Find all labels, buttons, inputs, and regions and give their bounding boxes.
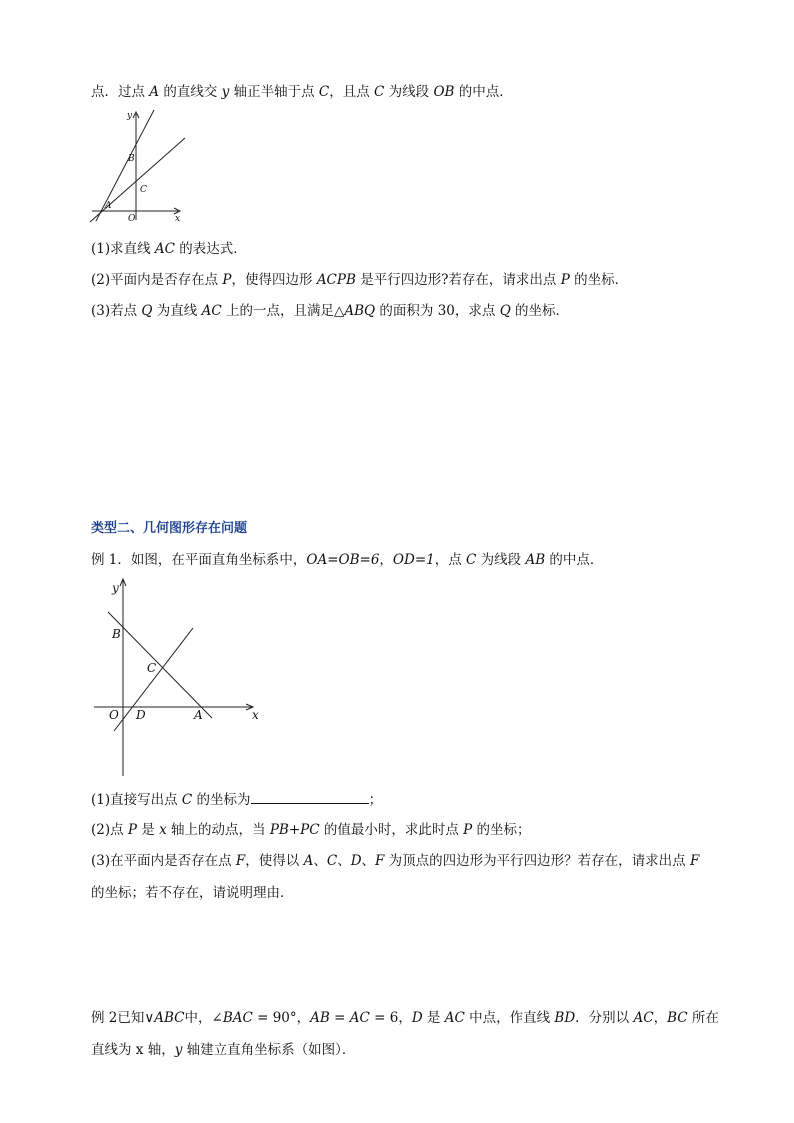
var: P xyxy=(463,822,473,838)
var: P xyxy=(127,822,138,838)
label-y: y xyxy=(127,111,133,121)
var: C xyxy=(326,853,338,869)
text-part: 、 xyxy=(337,853,351,869)
text-part: (1)直接写出点 xyxy=(91,792,182,808)
var: BD xyxy=(554,1010,576,1026)
text-part: 、 xyxy=(313,853,327,869)
text-part: 是 xyxy=(422,1010,445,1026)
var-a: A xyxy=(149,84,160,100)
var: AC xyxy=(154,241,176,257)
var: PB+PC xyxy=(269,822,320,838)
text-part: 的坐标为 xyxy=(192,792,251,808)
var: y xyxy=(174,1042,183,1058)
var: C xyxy=(181,792,193,808)
text-part: = 6 xyxy=(369,1010,399,1026)
var: AC xyxy=(633,1010,654,1026)
var: F xyxy=(689,853,700,869)
question-2-2 xyxy=(91,821,531,839)
label-o: O xyxy=(128,214,136,224)
text-part: (2)平面内是否存在点 xyxy=(91,272,223,288)
var: A xyxy=(303,853,314,869)
var: ACPB xyxy=(316,272,356,288)
question-2-1 xyxy=(91,790,382,809)
label-c: C xyxy=(140,185,147,195)
text-part: 例 1．如图，在平面直角坐标系中， xyxy=(91,552,307,568)
line-ab xyxy=(108,612,212,718)
text-part: 的中点． xyxy=(545,552,604,568)
text-part: ， xyxy=(653,1010,668,1026)
var: AC xyxy=(349,1010,370,1026)
question-1-2 xyxy=(91,271,628,289)
var-c: C xyxy=(318,84,330,100)
var: D xyxy=(350,853,362,869)
question-1-1 xyxy=(91,240,247,258)
label-b: B xyxy=(112,627,121,641)
section-heading: 类型二、几何图形存在问题 xyxy=(91,521,248,536)
var-c: C xyxy=(374,84,385,100)
var: ABQ xyxy=(344,303,376,319)
var: AC xyxy=(201,303,222,319)
equation: OA=OB=6 xyxy=(306,552,380,568)
text-part: ，使得以 xyxy=(245,853,304,869)
var: D xyxy=(411,1010,423,1026)
text-part: (3)在平面内是否存在点 xyxy=(91,853,236,869)
text-part: ，点 xyxy=(434,552,467,568)
text-part: 的表达式． xyxy=(175,241,247,257)
var: C xyxy=(466,552,477,568)
var: P xyxy=(222,272,232,288)
text-part: 为直线 xyxy=(152,303,202,319)
label-x: x xyxy=(175,214,181,224)
figure-2 xyxy=(90,576,270,781)
var: Q xyxy=(141,303,153,319)
text-part: = xyxy=(329,1010,350,1026)
text-part: 中点，作直线 xyxy=(464,1010,555,1026)
text-part: ， xyxy=(398,1010,412,1026)
label-a: A xyxy=(194,708,203,722)
var-y: y xyxy=(221,84,230,100)
text-part: ， xyxy=(379,552,393,568)
text-part: 所在 xyxy=(687,1010,719,1026)
text-part: = 90°， xyxy=(252,1010,311,1026)
text-part: 是平行四边形?若存在，请求出点 xyxy=(355,272,561,288)
var: F xyxy=(235,853,246,869)
text-part: (2)点 xyxy=(91,822,128,838)
text-part: 的面积为 30，求点 xyxy=(375,303,500,319)
text-part: 的中点． xyxy=(454,84,513,100)
var: BC xyxy=(667,1010,688,1026)
line-dc xyxy=(114,628,193,731)
question-2-3-cont xyxy=(91,884,294,902)
text-part: (3)若点 xyxy=(91,303,142,319)
var: Q xyxy=(499,303,511,319)
text-part: 是 xyxy=(137,822,160,838)
text-part: 中，∠ xyxy=(184,1010,223,1026)
question-1-3 xyxy=(91,302,569,320)
text-part: 轴建立直角坐标系（如图）． xyxy=(182,1042,356,1058)
text-part: 轴正半轴于点 xyxy=(229,84,319,100)
text-part: 的坐标． xyxy=(510,303,570,319)
label-a: A xyxy=(105,201,112,211)
example-2-text-cont xyxy=(91,1041,355,1059)
answer-blank[interactable] xyxy=(251,790,369,804)
text-part: (1)求直线 xyxy=(91,241,155,257)
text-part: ．分别以 xyxy=(575,1010,634,1026)
var: AB xyxy=(525,552,546,568)
text-part: 为顶点的四边形为平行四边形？若存在，请求出点 xyxy=(384,853,690,869)
label-o: O xyxy=(109,708,119,722)
label-c: C xyxy=(147,661,157,675)
var: P xyxy=(560,272,570,288)
label-b: B xyxy=(128,154,135,164)
text-part: 的直线交 xyxy=(159,84,222,100)
var: F xyxy=(375,853,385,869)
text-part: ，且点 xyxy=(329,84,375,100)
label-d: D xyxy=(136,708,146,722)
text-part: 为线段 xyxy=(384,84,434,100)
text-part: 的坐标；若不存在，请说明理由． xyxy=(91,885,294,901)
question-2-3 xyxy=(91,852,699,870)
text-part: 上的一点，且满足△ xyxy=(221,303,345,319)
equation: OD=1 xyxy=(392,552,435,568)
figure-1 xyxy=(88,108,190,226)
label-x: x xyxy=(252,708,259,722)
label-y: y xyxy=(112,581,119,595)
text-part: 的坐标； xyxy=(472,822,531,838)
text-part: 直线为 x 轴， xyxy=(91,1042,175,1058)
text-part: ； xyxy=(368,792,383,808)
text-part: 例 2已知∨ xyxy=(91,1010,155,1026)
example-1-text xyxy=(91,551,603,569)
text-part: 点．过点 xyxy=(91,84,150,100)
var: ABC xyxy=(154,1010,185,1026)
text-part: ，使得四边形 xyxy=(231,272,317,288)
text-part: 为线段 xyxy=(476,552,526,568)
text-part: 的坐标． xyxy=(569,272,629,288)
text-part: 的值最小时，求此时点 xyxy=(319,822,464,838)
var-ob: OB xyxy=(433,84,455,100)
var: BAC xyxy=(222,1010,253,1026)
var: AB xyxy=(310,1010,330,1026)
var: x xyxy=(159,822,167,838)
var: AC xyxy=(444,1010,465,1026)
text-part: 、 xyxy=(361,853,376,869)
intro-text xyxy=(91,83,513,101)
text-part: 轴上的动点，当 xyxy=(166,822,270,838)
example-2-text xyxy=(91,1009,719,1027)
